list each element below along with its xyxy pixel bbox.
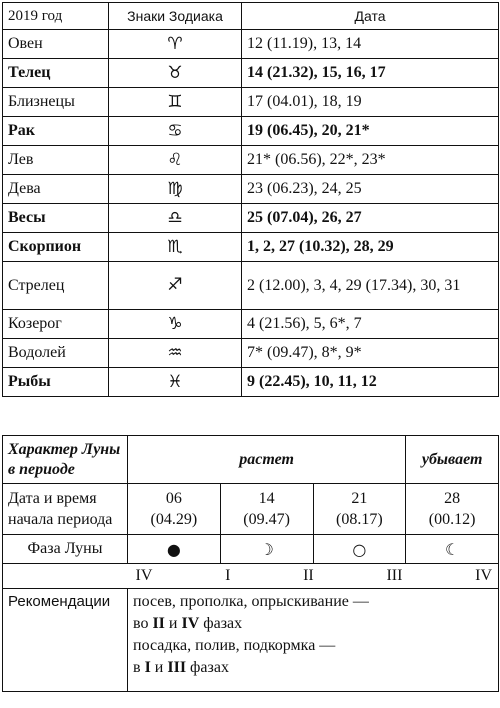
period-dates-row (3, 484, 499, 535)
sign-name: Дева (3, 175, 109, 204)
sign-name: Рыбы (3, 368, 109, 397)
moon-header-row (3, 436, 499, 484)
rec-text: в (133, 659, 145, 676)
period-cell (220, 484, 313, 535)
zodiac-row (3, 117, 499, 146)
period-time: (04.29) (150, 511, 198, 528)
sign-dates: 21* (06.56), 22*, 23* (242, 146, 499, 175)
zodiac-row (3, 146, 499, 175)
sign-dates: 12 (11.19), 13, 14 (242, 30, 499, 59)
first-quarter-icon: ☽ (220, 535, 313, 564)
sign-name: Близнецы (3, 88, 109, 117)
zodiac-row (3, 262, 499, 310)
rec-line: посадка, полив, подкормка — (133, 637, 336, 654)
sign-dates: 14 (21.32), 15, 16, 17 (242, 59, 499, 88)
sign-name: Лев (3, 146, 109, 175)
recommendations-row (3, 589, 499, 692)
phase-number-cell (128, 564, 499, 589)
period-cell (313, 484, 406, 535)
rec-text: фазах (186, 659, 229, 676)
recommendations-label: Рекомендации (3, 589, 128, 692)
rec-text: и (150, 659, 168, 676)
period-day: 14 (258, 490, 275, 507)
phase-number: III (386, 567, 403, 584)
phase-number: I (225, 567, 231, 584)
zodiac-sign-icon: ♌ (109, 146, 242, 175)
growing-label: растет (128, 436, 406, 484)
zodiac-sign-icon: ♐ (109, 262, 242, 310)
phase-number: IV (475, 567, 492, 584)
sign-dates: 7* (09.47), 8*, 9* (242, 339, 499, 368)
year-header: 2019 год (3, 3, 109, 30)
zodiac-sign-icon: ♒ (109, 339, 242, 368)
zodiac-row (3, 175, 499, 204)
period-time: (00.12) (428, 511, 476, 528)
zodiac-sign-icon: ♉ (109, 59, 242, 88)
sign-dates: 4 (21.56), 5, 6*, 7 (242, 310, 499, 339)
sign-dates: 23 (06.23), 24, 25 (242, 175, 499, 204)
zodiac-row (3, 30, 499, 59)
period-cell (406, 484, 499, 535)
phase-number: II (303, 567, 314, 584)
zodiac-row (3, 310, 499, 339)
sign-dates: 1, 2, 27 (10.32), 28, 29 (242, 233, 499, 262)
rec-line: посев, прополка, опрыскивание — (133, 593, 369, 610)
rec-phase: I (144, 659, 151, 676)
zodiac-row (3, 233, 499, 262)
zodiac-sign-icon: ♓ (109, 368, 242, 397)
period-day: 28 (444, 490, 461, 507)
rec-phase: IV (181, 615, 200, 632)
zodiac-sign-icon: ♑ (109, 310, 242, 339)
rec-text: фазах (199, 615, 243, 632)
zodiac-sign-icon: ♊ (109, 88, 242, 117)
phase-number-spacer (3, 564, 128, 589)
moon-table (2, 435, 499, 692)
sign-name: Рак (3, 117, 109, 146)
zodiac-sign-icon: ♎ (109, 204, 242, 233)
rec-phase: II (152, 615, 165, 632)
phase-label: Фаза Луны (3, 535, 128, 564)
sign-name: Стрелец (3, 262, 109, 310)
rec-phase: III (167, 659, 187, 676)
moon-character-label: Характер Луны в периоде (3, 436, 128, 484)
rec-text: во (133, 615, 153, 632)
zodiac-row (3, 204, 499, 233)
period-day: 21 (351, 490, 368, 507)
full-moon-icon: ○ (313, 535, 406, 564)
zodiac-sign-icon: ♋ (109, 117, 242, 146)
period-cell (128, 484, 221, 535)
zodiac-row (3, 59, 499, 88)
period-date-label: Дата и время начала периода (3, 484, 128, 535)
sign-name: Водолей (3, 339, 109, 368)
sign-dates: 25 (07.04), 26, 27 (242, 204, 499, 233)
zodiac-sign-icon: ♈ (109, 30, 242, 59)
moon-phase-row (3, 535, 499, 564)
sign-dates: 17 (04.01), 18, 19 (242, 88, 499, 117)
period-time: (08.17) (336, 511, 383, 528)
date-header: Дата (242, 3, 499, 30)
recommendations-text (128, 589, 499, 692)
sign-name: Весы (3, 204, 109, 233)
period-day: 06 (165, 490, 182, 507)
zodiac-sign-icon: ♏ (109, 233, 242, 262)
sign-dates: 9 (22.45), 10, 11, 12 (242, 368, 499, 397)
last-quarter-icon: ☾ (406, 535, 499, 564)
rec-line (133, 657, 493, 679)
sign-name: Козерог (3, 310, 109, 339)
sign-dates: 19 (06.45), 20, 21* (242, 117, 499, 146)
sign-name: Скорпион (3, 233, 109, 262)
rec-line (133, 613, 493, 635)
phase-number-row (3, 564, 499, 589)
new-moon-icon: ● (128, 535, 221, 564)
sign-name: Овен (3, 30, 109, 59)
signs-header: Знаки Зодиака (109, 3, 242, 30)
sign-dates: 2 (12.00), 3, 4, 29 (17.34), 30, 31 (242, 262, 499, 310)
sign-name: Телец (3, 59, 109, 88)
zodiac-sign-icon: ♍ (109, 175, 242, 204)
rec-text: и (164, 615, 182, 632)
zodiac-header-row (3, 3, 499, 30)
phase-number: IV (135, 567, 153, 584)
zodiac-rows (3, 30, 499, 397)
phase-number-strip (128, 567, 499, 585)
zodiac-row (3, 88, 499, 117)
period-time: (09.47) (243, 511, 290, 528)
zodiac-row (3, 339, 499, 368)
waning-label: убывает (406, 436, 499, 484)
zodiac-row (3, 368, 499, 397)
zodiac-table (2, 2, 499, 397)
